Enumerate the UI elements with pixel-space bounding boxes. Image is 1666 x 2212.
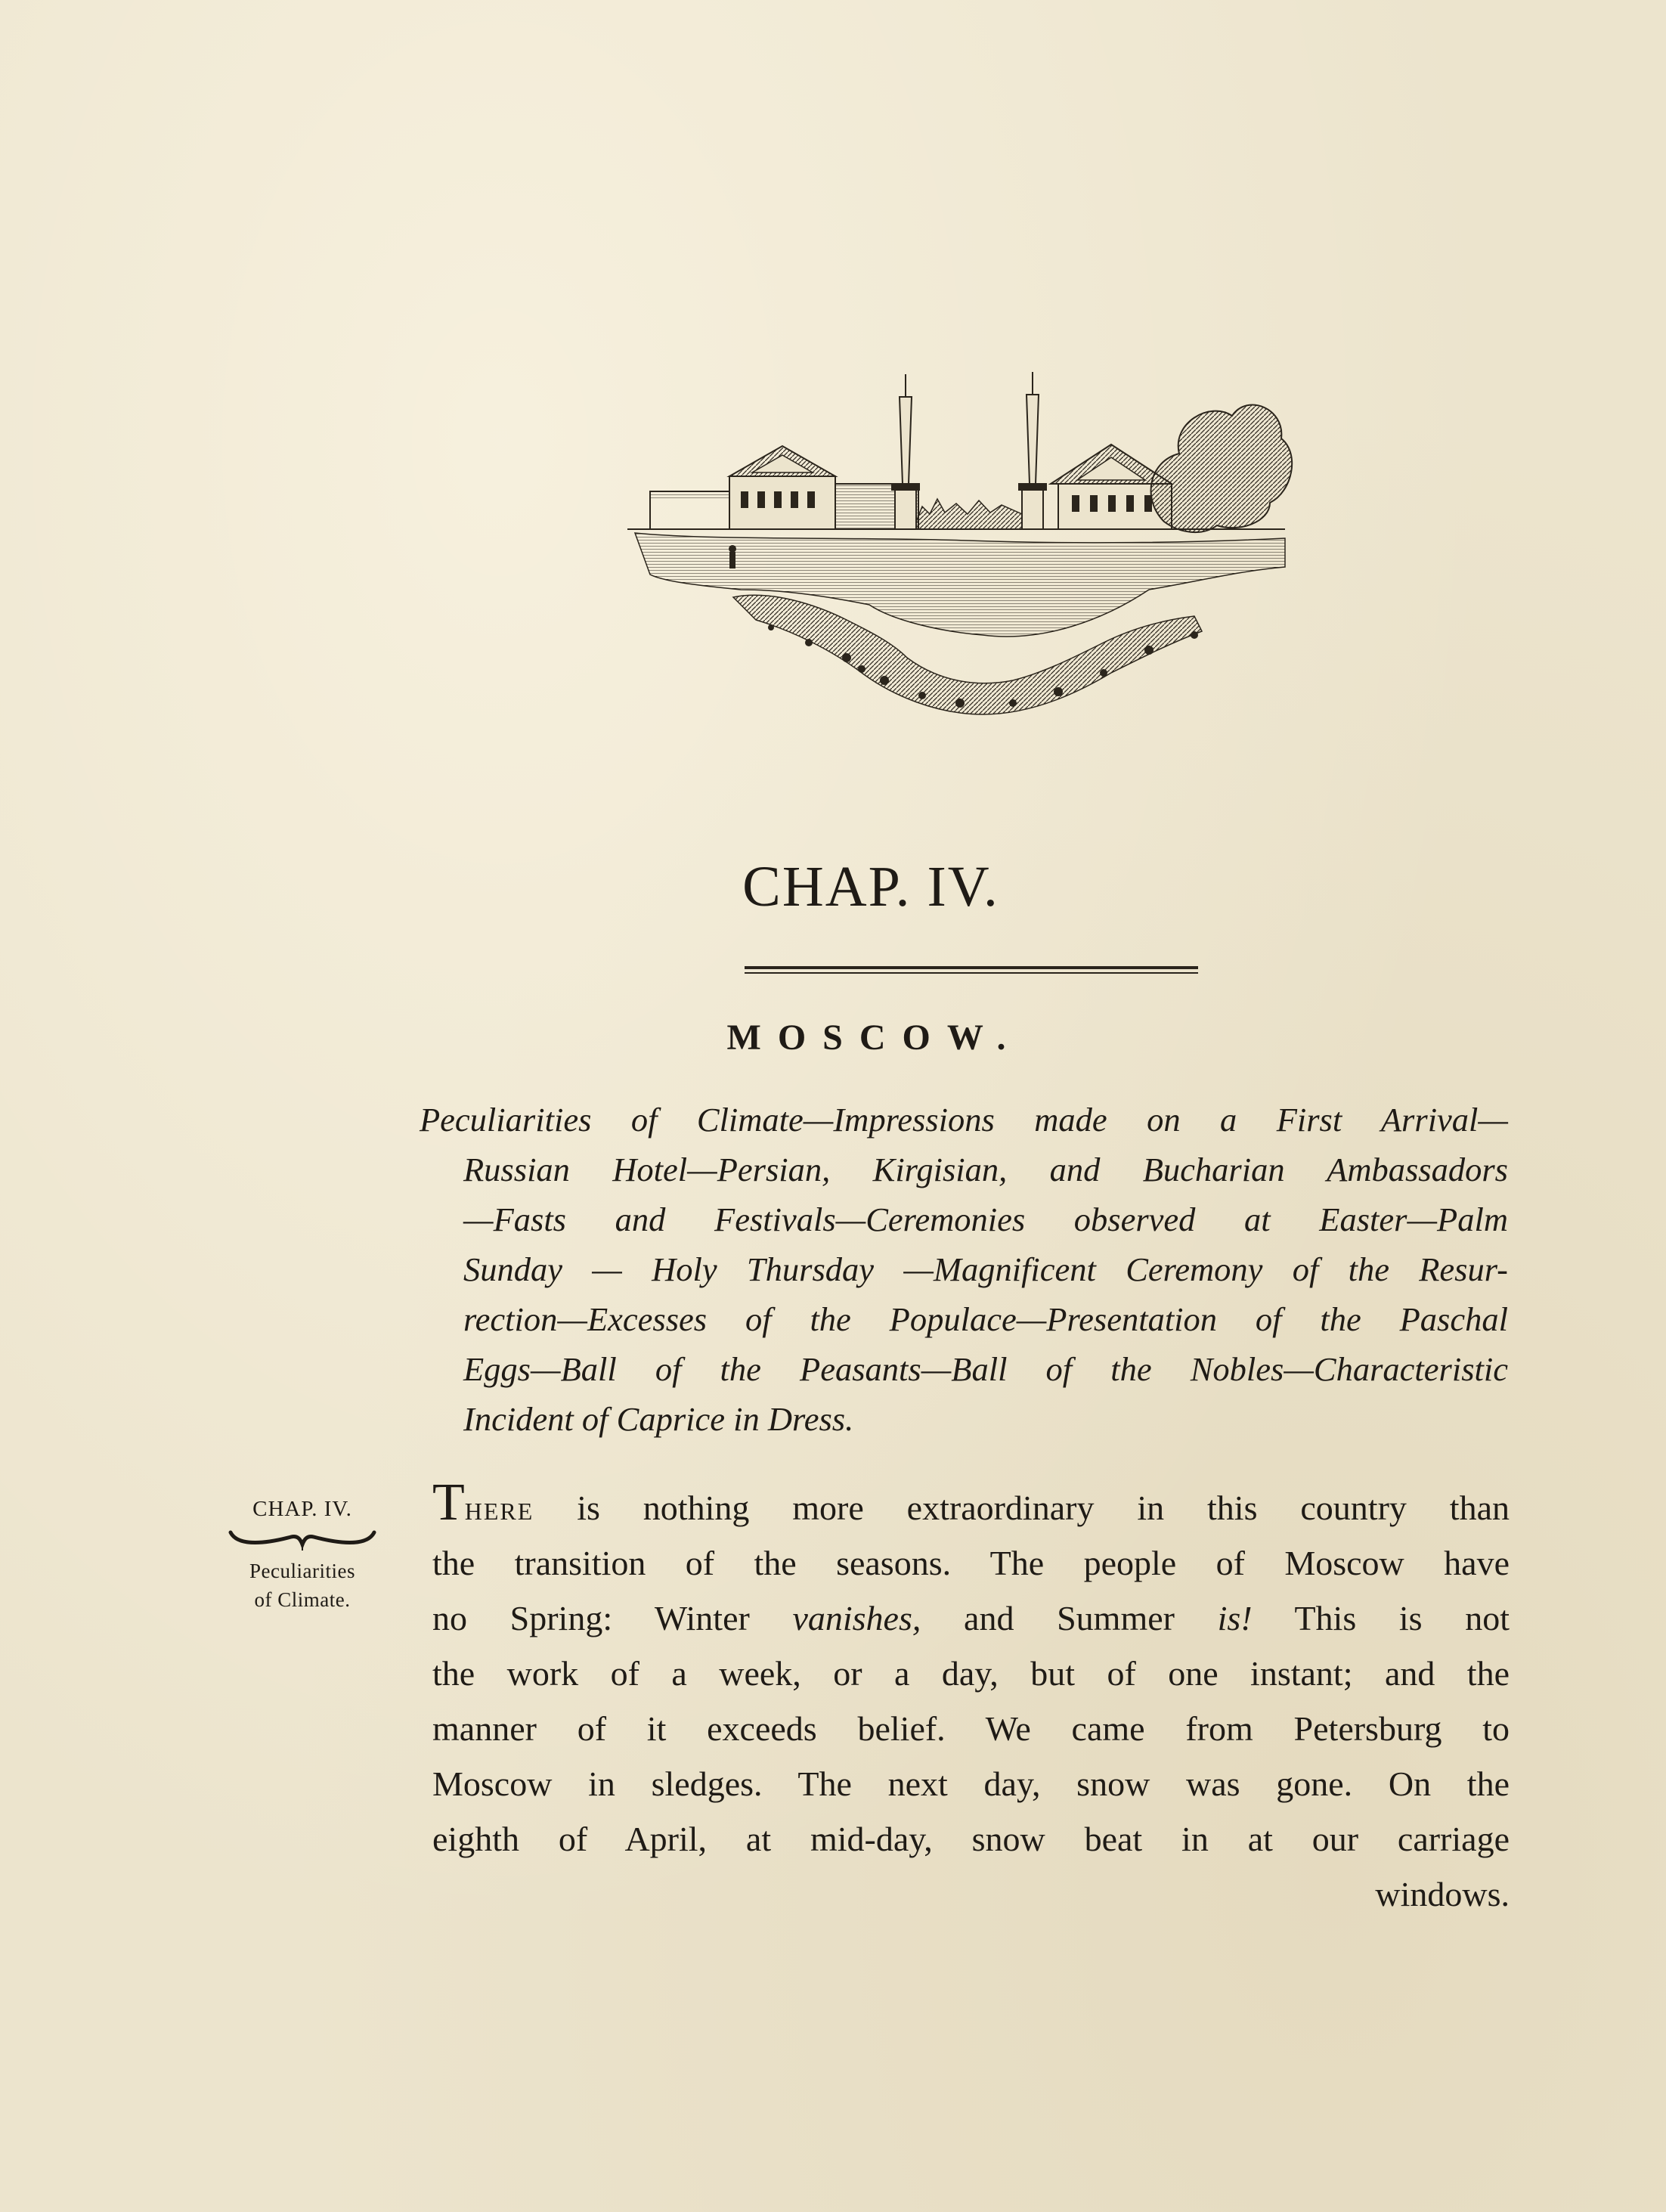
body-paragraph — [432, 1473, 1510, 1922]
body-line-text: no Spring: Winter — [432, 1599, 793, 1637]
sidenote-topic-line: of Climate. — [254, 1588, 351, 1611]
contents-line: Eggs—Ball of the Peasants—Ball of the Nobles—Characteristic — [463, 1350, 1508, 1388]
double-rule-divider — [745, 966, 1198, 974]
flourish-ornament-icon — [223, 1526, 382, 1554]
sidenote-topic-line: Peculiarities — [249, 1560, 355, 1582]
drop-cap: T — [432, 1473, 465, 1532]
body-italic-text: vanishes, — [792, 1599, 921, 1637]
contents-line: Russian Hotel—Persian, Kirgisian, and Bucharian Ambassadors — [463, 1151, 1508, 1188]
body-line — [432, 1591, 1510, 1646]
rule-thin-line — [745, 972, 1198, 974]
chapter-contents-summary — [420, 1095, 1508, 1444]
rule-thick-line — [745, 966, 1198, 969]
contents-line: Peculiarities of Climate—Impressions made on a First Arrival— — [420, 1101, 1508, 1139]
catchword: windows. — [1375, 1875, 1510, 1913]
margin-sidenote — [212, 1497, 393, 1614]
body-line: the transition of the seasons. The people of Moscow have — [432, 1544, 1510, 1582]
body-italic-text: is! — [1217, 1599, 1253, 1637]
body-line-text: is nothing more extraordinary in this country than — [534, 1489, 1510, 1527]
body-line: eighth of April, at mid-day, snow beat in at our carriage — [432, 1820, 1510, 1858]
vignette-illustration — [620, 370, 1300, 726]
contents-line: —Fasts and Festivals—Ceremonies observed at Easter—Palm — [463, 1200, 1508, 1238]
contents-line: rection—Excesses of the Populace—Presentation of the Paschal — [463, 1300, 1508, 1338]
body-line — [432, 1473, 1510, 1535]
body-line: Moscow in sledges. The next day, snow was gone. On the — [432, 1764, 1510, 1803]
bleed-through-folio — [212, 159, 224, 215]
body-line: the work of a week, or a day, but of one instant; and the — [432, 1654, 1510, 1693]
contents-line: Sunday — Holy Thursday —Magnificent Ceremony of the Resur- — [463, 1250, 1508, 1288]
contents-line: Incident of Caprice in Dress. — [463, 1400, 854, 1438]
body-line: manner of it exceeds belief. We came from Petersburg to — [432, 1709, 1510, 1748]
body-smallcaps: here — [464, 1489, 534, 1527]
body-line-text: and Summer — [921, 1599, 1218, 1637]
sidenote-chapter: CHAP. IV. — [252, 1497, 352, 1521]
body-line-text: This is not — [1252, 1599, 1510, 1637]
chapter-subject: MOSCOW. — [726, 1018, 1023, 1058]
chapter-title: CHAP. IV. — [742, 855, 999, 919]
